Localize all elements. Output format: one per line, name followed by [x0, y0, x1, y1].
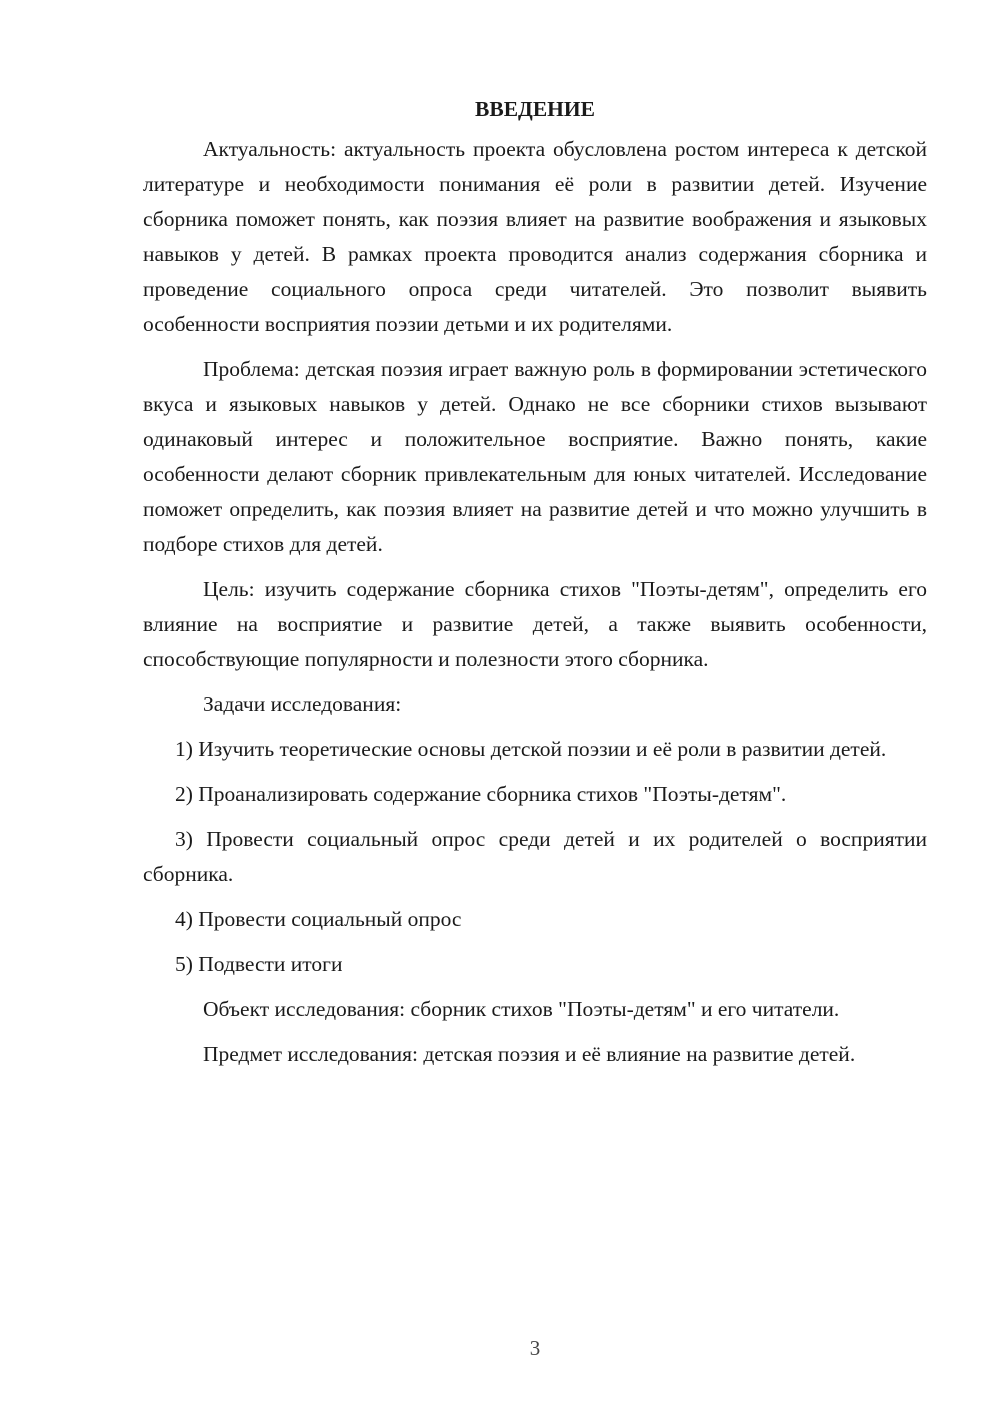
page-number: 3 — [529, 1336, 541, 1360]
document-page — [143, 92, 927, 1082]
paragraph-object: Объект исследования: сборник стихов "Поэты-детям" и его читатели. — [203, 997, 840, 1021]
paragraph-subject: Предмет исследования: детская поэзия и её влияние на развитие детей. — [203, 1042, 856, 1066]
list-item-task-2: 2) Проанализировать содержание сборника стихов "Поэты-детям". — [175, 782, 787, 806]
list-item-task-4: 4) Провести социальный опрос — [175, 907, 462, 931]
page-title: ВВЕДЕНИЕ — [475, 97, 595, 121]
paragraph-relevance: Актуальность: актуальность проекта обусловлена ростом интереса к детской литературе и необходимости понимания её роли в развитии детей. Изучение сборника поможет понять, как поэзия влияет на развитие воображения и языковых навыков у детей. В рамках проекта проводится анализ содержания сборника и проведение социального опроса среди читателей. Это позволит выявить особенности восприятия поэзии детьми и их родителями. — [143, 137, 927, 336]
paragraph-tasks-heading: Задачи исследования: — [203, 692, 402, 716]
paragraph-problem: Проблема: детская поэзия играет важную роль в формировании эстетического вкуса и языковых навыков у детей. Однако не все сборники стихов вызывают одинаковый интерес и положительное восприятие. Важно понять, какие особенности делают сборник привлекательным для юных читателей. Исследование поможет определить, как поэзия влияет на развитие детей и что можно улучшить в подборе стихов для детей. — [143, 357, 927, 556]
paragraph-goal: Цель: изучить содержание сборника стихов "Поэты-детям", определить его влияние на восприятие и развитие детей, а также выявить особенности, способствующие популярности и полезности этого сборника. — [143, 577, 927, 671]
list-item-task-1: 1) Изучить теоретические основы детской поэзии и её роли в развитии детей. — [175, 737, 887, 761]
list-item-task-5: 5) Подвести итоги — [175, 952, 343, 976]
list-item-task-3: 3) Провести социальный опрос среди детей и их родителей о восприятии сборника. — [143, 827, 927, 886]
